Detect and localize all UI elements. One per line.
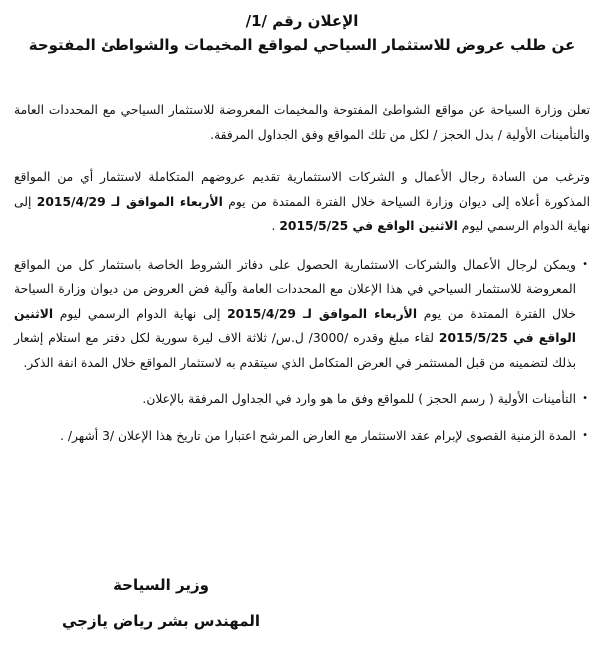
bullet1-text-3: لقاء مبلغ وقدره /3000/ ل.س/ ثلاثة الاف ليرة سورية لكل دفتر مع استلام إشعار بذلك لتضمينه من قبل المستثمر في العرض المتكامل الذي سيتقدم به لاستثمار المواقع خلال المدة انفة الذكر. [14,331,576,370]
end-date: الاثنين الواقع في 2015/5/25 [279,219,458,233]
signature-title: وزير السياحة [113,576,209,594]
announcement-number: الإعلان رقم /1/ [245,12,359,30]
invitation-text-3: . [271,219,280,233]
invitation-paragraph [14,165,590,239]
bullet1-start-date: الأربعاء الموافق لـ 2015/4/29 [227,306,418,321]
invitation-text-1: وترغب من السادة رجال الأعمال و الشركات الاستثمارية تقديم عروضهم المتكاملة لاستثمار أي من المواقع المذكورة أعلاه إلى ديوان وزارة السياحة خلال الفترة الممتدة من يوم [14,170,590,209]
bullet1-text-2: إلى نهاية الدوام الرسمي ليوم [53,306,228,321]
start-date: الأربعاء الموافق لـ 2015/4/29 [36,194,223,209]
invitation-text-2: إلى نهاية الدوام الرسمي ليوم [14,194,590,233]
bullet-dot: • [582,258,588,270]
bullet-contract-period [14,424,590,449]
announcement-subject: عن طلب عروض للاستثمار السياحي لمواقع المخيمات والشواطئ المفتوحة [28,36,576,54]
intro-paragraph: تعلن وزارة السياحة عن مواقع الشواطئ المفتوحة والمخيمات المعروضة للاستثمار السياحي مع المحددات العامة والتأمينات الأولية / بدل الحجز / لكل من تلك المواقع وفق الجداول المرفقة. [14,103,590,142]
bullet-dot: • [582,429,588,441]
bullet-dot: • [582,393,588,404]
bullet1-text-1: ويمكن لرجال الأعمال والشركات الاستثمارية الحصول على دفاتر الشروط الخاصة باستثمار كل من المواقع المعروضة للاستثمار السياحي في هذا الإعلان مع المحددات العامة وآلية فض العروض من ديوان وزارة السياحة خلال الفترة الممتدة من يوم [14,257,576,321]
bullet-conditions-books [14,253,590,376]
bullet2-text: التأمينات الأولية ( رسم الحجز ) للمواقع وفق ما هو وارد في الجداول المرفقة بالإعلان. [142,392,576,406]
signature-name: المهندس بشر رياض يازجي [61,612,261,630]
bullet-initial-deposits [14,387,590,412]
bullet3-text: المدة الزمنية القصوى لإبرام عقد الاستثمار مع العارض المرشح اعتبارا من تاريخ هذا الإعلان /3 أشهر/ . [60,428,576,443]
bullet1-end-date: الاثنين الواقع في 2015/5/25 [14,306,577,345]
signature-block [36,572,286,634]
